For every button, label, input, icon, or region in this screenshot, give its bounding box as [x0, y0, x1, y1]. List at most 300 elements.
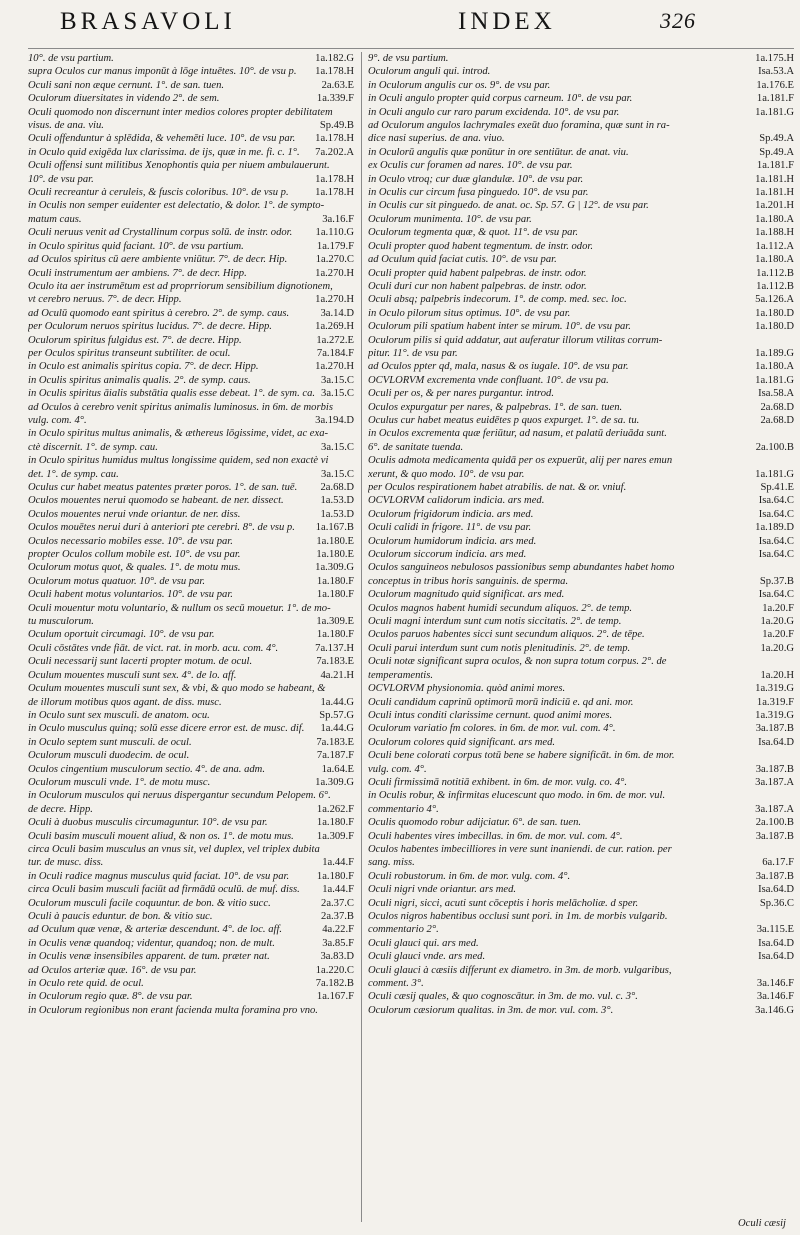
index-entry [28, 923, 354, 936]
index-entry [28, 106, 354, 119]
entry-reference: Isa.64.D [758, 951, 794, 963]
entry-reference: 7a.183.E [316, 736, 354, 748]
index-entry [28, 280, 354, 293]
entry-reference: 3a.187.B [755, 870, 794, 882]
entry-reference: 1a.181.G [755, 468, 794, 480]
entry-text: Oculi duri cur non habent palpebras. de instr. odor. [368, 280, 587, 292]
entry-text: Oculos nigros habentibus occlusi sunt pori. in 1m. de morbis vulgarib. [368, 911, 668, 922]
entry-reference: 1a.53.D [320, 495, 354, 507]
index-entry [368, 199, 794, 212]
entry-reference: 3a.146.G [755, 1004, 794, 1016]
entry-text: Oculi robustorum. in 6m. de mor. vulg. com. 4°. [368, 870, 571, 882]
entry-text: Oculorum tegmenta quæ, & quot. 11°. de vsu par. [368, 227, 579, 239]
entry-reference: 1a.180.F [316, 575, 354, 587]
entry-text: Oculorum spiritus fulgidus est. 7°. de decre. Hipp. [28, 334, 242, 346]
entry-reference: 1a.180.F [316, 817, 354, 829]
entry-reference: 3a.83.D [320, 951, 354, 963]
index-entry [368, 186, 794, 199]
entry-reference: 3a.15.C [321, 374, 354, 386]
entry-text: Oculi glauci à cæsiis differunt ex diametro. in 3m. de morb. vulgaribus, [368, 964, 672, 976]
entry-reference: Sp.49.A [759, 133, 794, 145]
entry-reference: 2a.100.B [755, 441, 794, 453]
entry-reference: 4a.21.H [320, 669, 354, 681]
index-entry [368, 401, 794, 414]
entry-text: in Oculis venæ quandoq; videntur, quandoq; non. de mult. [28, 937, 275, 949]
index-entry [368, 173, 794, 186]
entry-reference: 7a.187.F [316, 750, 354, 762]
entry-reference: 3a.14.D [320, 307, 354, 319]
entry-text: Oculorum magnitudo quid significat. ars med. [368, 589, 565, 601]
entry-reference: 1a.112.A [755, 240, 794, 252]
entry-reference: 3a.15.C [321, 388, 354, 400]
entry-reference: 1a.220.C [315, 964, 354, 976]
entry-text: Oculorum motus quatuor. 10°. de vsu par. [28, 575, 205, 587]
index-entry [28, 79, 354, 92]
index-entry [28, 736, 354, 749]
entry-text: Oculorum cæsiorum qualitas. in 3m. de mor. vul. com. 3°. [368, 1004, 614, 1016]
entry-reference: 1a.180.D [755, 307, 794, 319]
index-entry [28, 588, 354, 601]
index-entry [28, 763, 354, 776]
entry-text: Oculi sani non æque cernunt. 1°. de san. tuen. [28, 79, 225, 91]
entry-text: ex Oculis cur foramen ad nares. 10°. de vsu par. [368, 160, 573, 172]
index-entry [28, 669, 354, 682]
index-entry [368, 427, 794, 440]
entry-text: in Oculis spiritus animalis qualis. 2°. de symp. caus. [28, 374, 251, 386]
entry-reference: Isa.64.C [758, 508, 794, 520]
entry-reference: 7a.183.E [316, 656, 354, 668]
entry-text: per Oculos spiritus transeunt subtiliter. de ocul. [28, 347, 231, 359]
index-entry [368, 856, 794, 869]
entry-text: circa Oculi basim musculus an vnus sit, vel duplex, vel triplex dubita [28, 843, 320, 855]
index-entry [28, 682, 354, 695]
entry-reference: 1a.181.H [755, 187, 794, 199]
index-entry [368, 897, 794, 910]
entry-reference: 1a.189.G [755, 347, 794, 359]
entry-reference: 3a.115.E [756, 924, 794, 936]
entry-text: ad Oculum quæ venæ, & arteriæ descendunt. 4°. de loc. aff. [28, 924, 283, 936]
index-entry [368, 79, 794, 92]
index-entry [368, 65, 794, 78]
entry-text: Oculi nigri vnde oriantur. ars med. [368, 884, 517, 896]
entry-reference: 1a.181.F [756, 160, 794, 172]
entry-text: circa Oculi basim musculi faciūt ad firmādū oculū. de muf. diss. [28, 884, 300, 896]
index-entry [368, 763, 794, 776]
index-entry [368, 52, 794, 65]
index-entry [368, 830, 794, 843]
index-entry [368, 226, 794, 239]
entry-reference: 1a.44.F [322, 884, 354, 896]
entry-reference: 1a.309.G [315, 776, 354, 788]
index-entry [368, 870, 794, 883]
index-entry [28, 173, 354, 186]
entry-text: in Oculo sunt sex musculi. de anatom. ocu. [28, 709, 210, 721]
entry-text: Oculorum musculi facile coquuntur. de bon. & vitio succ. [28, 897, 271, 909]
entry-reference: 1a.309.E [316, 616, 354, 628]
entry-text: Oculorum diuersitates in videndo 2°. de sem. [28, 93, 220, 105]
index-entry [28, 628, 354, 641]
entry-text: in Oculorū angulis quæ ponūtur in ore sentiūtur. de anat. viu. [368, 146, 629, 158]
entry-reference: 1a.182.G [315, 53, 354, 64]
entry-text: commentario 2°. [368, 924, 439, 936]
index-entry [368, 132, 794, 145]
index-entry [28, 870, 354, 883]
entry-text: Oculi per os, & per nares purgantur. introd. [368, 388, 554, 400]
index-entry [368, 213, 794, 226]
entry-text: ad Oculū quomodo eant spiritus à cerebro. 2°. de symp. caus. [28, 307, 290, 319]
entry-text: vulg. com. 4°. [368, 763, 427, 775]
entry-text: det. 1°. de symp. cau. [28, 468, 119, 480]
index-entry [28, 307, 354, 320]
entry-reference: Isa.64.D [758, 884, 794, 896]
index-entry [28, 803, 354, 816]
index-entry [28, 521, 354, 534]
index-entry [28, 186, 354, 199]
entry-reference: 1a.272.E [316, 334, 354, 346]
index-entry [368, 454, 794, 467]
entry-text: Oculi propter quod habent tegmentum. de instr. odor. [368, 240, 594, 252]
entry-reference: 1a.20.G [760, 616, 794, 628]
index-entry [368, 816, 794, 829]
index-entry [28, 240, 354, 253]
index-entry [368, 937, 794, 950]
entry-reference: 1a.53.D [320, 508, 354, 520]
entry-reference: 6a.17.F [762, 857, 794, 869]
entry-reference: 1a.180.E [316, 549, 354, 561]
entry-reference: 1a.339.F [316, 93, 354, 105]
entry-text: Oculi à paucis eduntur. de bon. & vitio suc. [28, 911, 213, 922]
entry-reference: 3a.16.F [322, 213, 354, 225]
entry-text: Oculi magni interdum sunt cum notis siccitatis. 2°. de temp. [368, 616, 622, 628]
entry-text: in Oculis non semper euidenter est delectatio, & dolor. 1°. de sympto- [28, 200, 325, 212]
entry-text: Oculos habentes imbecilliores in vere sunt inaniendi. de cur. ration. per [368, 843, 672, 855]
entry-reference: 1a.181.G [755, 374, 794, 386]
entry-reference: 1a.319.G [755, 709, 794, 721]
index-entry [368, 588, 794, 601]
index-entry [28, 52, 354, 65]
entry-text: per Oculos respirationem habet atrabilis. de nat. & or. vniuf. [368, 482, 627, 493]
entry-reference: 3a.85.F [322, 937, 354, 949]
entry-reference: 2a.100.B [755, 817, 794, 829]
entry-reference: Isa.64.C [758, 535, 794, 547]
entry-text: in Oculo musculus quinq; solū esse dicere error est. de musc. dif. [28, 723, 305, 735]
entry-text: in Oculo est animalis spiritus copia. 7°. de decr. Hipp. [28, 361, 259, 373]
entry-text: Oculi basim musculi mouent aliud, & non os. 1°. de motu mus. [28, 830, 294, 842]
entry-reference: 1a.189.D [755, 522, 794, 534]
entry-text: Oculi cōstātes vnde fiāt. de vict. rat. in morb. acu. com. 4°. [28, 642, 279, 654]
entry-reference: 1a.112.B [756, 280, 794, 292]
index-entry [28, 508, 354, 521]
entry-reference: 1a.20.F [762, 602, 794, 614]
entry-reference: 1a.178.H [315, 133, 354, 145]
index-entry [28, 494, 354, 507]
entry-text: Oculos mouentes nerui vnde oriantur. de ner. diss. [28, 508, 241, 520]
index-entry [28, 347, 354, 360]
entry-reference: 3a.194.D [315, 414, 354, 426]
index-entry [28, 374, 354, 387]
entry-reference: 1a.20.H [760, 669, 794, 681]
running-head-center: INDEX [458, 8, 556, 35]
index-entry [368, 387, 794, 400]
index-entry [28, 897, 354, 910]
entry-text: dice nasi superius. de ana. viuo. [368, 133, 505, 145]
index-entry [28, 1004, 354, 1017]
entry-reference: 3a.187.B [755, 830, 794, 842]
index-entry [368, 628, 794, 641]
entry-text: Oculi habentes vires imbecillas. in 6m. de mor. vul. com. 4°. [368, 830, 623, 842]
entry-reference: 1a.178.H [315, 187, 354, 199]
index-entry [28, 749, 354, 762]
index-entry [28, 977, 354, 990]
entry-reference: 1a.44.G [320, 696, 354, 708]
index-entry [368, 950, 794, 963]
entry-text: Oculis quomodo robur adijciatur. 6°. de san. tuen. [368, 817, 582, 829]
entry-text: ad Oculos arteriæ quæ. 16°. de vsu par. [28, 964, 197, 976]
entry-reference: 3a.187.A [755, 803, 794, 815]
entry-text: OCVLORVM excrementa vnde confluant. 10°. de vsu pa. [368, 374, 609, 386]
entry-reference: 1a.180.E [316, 535, 354, 547]
index-entry [368, 374, 794, 387]
entry-text: tur. de musc. diss. [28, 857, 104, 869]
entry-text: Oculorum munimenta. 10°. de vsu par. [368, 213, 532, 225]
entry-text: commentario 4°. [368, 803, 439, 815]
index-entry [28, 159, 354, 172]
entry-text: in Oculo septem sunt musculi. de ocul. [28, 736, 192, 748]
entry-reference: 7a.202.A [315, 146, 354, 158]
entry-reference: 4a.22.F [322, 924, 354, 936]
index-entry [28, 454, 354, 467]
index-entry [368, 253, 794, 266]
entry-text: Oculorum colores quid significant. ars med. [368, 736, 556, 748]
entry-text: in Oculos excrementa quæ feriūtur, ad nasum, et palatū deriuāda sunt. [368, 428, 667, 440]
entry-text: Oculi parui interdum sunt cum notis plenitudinis. 2°. de temp. [368, 642, 631, 654]
index-entry [28, 387, 354, 400]
entry-text: Oculorum musculi duodecim. de ocul. [28, 750, 190, 762]
entry-text: in Oculis venæ insensibiles apparent. de tum. præter nat. [28, 951, 270, 963]
index-entry [368, 548, 794, 561]
index-entry [28, 575, 354, 588]
entry-text: Oculus cur habet meatus euidētes p quos expurget. 1°. de sa. tu. [368, 414, 640, 426]
entry-reference: 1a.309.F [316, 830, 354, 842]
entry-text: ad Oculos ppter qd, mala, nasus & os iugale. 10°. de vsu par. [368, 361, 629, 373]
entry-reference: 1a.175.H [755, 53, 794, 64]
index-entry [28, 334, 354, 347]
entry-text: Oculum mouentes musculi sunt sex, & vbi, & quo modo se habeant, & [28, 683, 326, 695]
entry-text: OCVLORVM physionomia. quòd animi mores. [368, 683, 566, 695]
entry-text: 10°. de vsu par. [28, 173, 94, 185]
index-entry [28, 320, 354, 333]
entry-text: Oculi bene colorati corpus totū bene se habere significāt. in 6m. de mor. [368, 750, 675, 762]
entry-reference: Sp.37.B [759, 575, 794, 587]
entry-text: Oculos cingentium musculorum sectio. 4°. de ana. adm. [28, 763, 265, 775]
entry-text: pitur. 11°. de vsu par. [368, 347, 458, 359]
entry-text: in Oculo vtroq; cur duæ glandulæ. 10°. de vsu par. [368, 173, 584, 185]
index-entry [28, 146, 354, 159]
entry-text: de decre. Hipp. [28, 803, 93, 815]
index-entry [368, 360, 794, 373]
entry-reference: 1a.20.G [760, 642, 794, 654]
entry-reference: 1a.179.F [316, 240, 354, 252]
entry-text: Oculi calidi in frigore. 11°. de vsu par. [368, 522, 532, 534]
entry-reference: 2a.37.B [321, 911, 354, 922]
entry-text: in Oculorum angulis cur os. 9°. de vsu par. [368, 79, 551, 91]
entry-text: Oculi nigri, sicci, acuti sunt cōceptis i horis melācholiæ. d sper. [368, 897, 639, 909]
entry-reference: Isa.64.D [758, 736, 794, 748]
entry-text: comment. 3°. [368, 978, 424, 990]
index-entry [28, 267, 354, 280]
entry-reference: 1a.270.H [315, 267, 354, 279]
index-entry [368, 267, 794, 280]
index-entry [28, 226, 354, 239]
index-entry [28, 937, 354, 950]
index-entry [368, 843, 794, 856]
entry-text: Oculi quomodo non discernunt inter medios colores propter debilitatem [28, 106, 333, 118]
catchword: Oculi cæsij [738, 1218, 786, 1229]
entry-reference: 1a.176.E [756, 79, 794, 91]
index-entry [28, 830, 354, 843]
entry-text: Oculi recreantur à ceruleis, & fuscis coloribus. 10°. de vsu p. [28, 187, 289, 199]
index-entry [368, 414, 794, 427]
index-entry [28, 615, 354, 628]
index-entry [368, 307, 794, 320]
entry-reference: Sp.36.C [759, 897, 794, 909]
entry-text: Oculi instrumentum aer ambiens. 7°. de decr. Hipp. [28, 267, 247, 279]
entry-reference: 1a.178.H [315, 66, 354, 78]
entry-text: vt cerebro neruus. 7°. de decr. Hipp. [28, 294, 182, 306]
index-entry [368, 615, 794, 628]
index-entry [368, 736, 794, 749]
index-entry [368, 990, 794, 1003]
index-entry [368, 977, 794, 990]
entry-text: Oculorum motus quot, & quales. 1°. de motu mus. [28, 562, 241, 574]
index-entry [368, 92, 794, 105]
entry-reference: 1a.270.H [315, 361, 354, 373]
entry-reference: Isa.64.C [758, 495, 794, 507]
entry-text: matum caus. [28, 213, 82, 225]
index-entry [28, 253, 354, 266]
index-entry [368, 709, 794, 722]
entry-text: Oculus cur habet meatus patentes præter poros. 1°. de san. tuē. [28, 482, 298, 493]
entry-reference: 1a.180.A [755, 361, 794, 373]
entry-text: 6°. de sanitate tuenda. [368, 441, 464, 453]
entry-text: ad Oculos à cerebro venit spiritus animalis luminosus. in 6m. de morbis [28, 401, 333, 413]
entry-text: Oculi notæ significant supra oculos, & non supra totum corpus. 2°. de [368, 656, 667, 668]
index-entry [28, 561, 354, 574]
index-entry [368, 883, 794, 896]
entry-reference: 3a.146.F [756, 978, 794, 990]
index-entry [28, 816, 354, 829]
index-entry [28, 401, 354, 414]
index-entry [368, 575, 794, 588]
index-entry [368, 334, 794, 347]
entry-reference: 1a.319.F [756, 696, 794, 708]
entry-reference: 1a.181.H [755, 173, 794, 185]
index-entry [28, 843, 354, 856]
entry-text: per Oculorum neruos spiritus lucidus. 7°. de decre. Hipp. [28, 321, 272, 333]
index-entry [28, 709, 354, 722]
entry-text: temperamentis. [368, 669, 434, 681]
entry-text: in Oculo quid exigēda lux clarissima. de ijs, quæ in me. fi. c. 1°. [28, 146, 300, 158]
entry-text: Oculi intus conditi clarissime cernunt. quod animi mores. [368, 709, 613, 721]
entry-reference: 7a.182.B [315, 978, 354, 990]
index-entry [28, 481, 354, 494]
index-entry [368, 146, 794, 159]
index-entry [368, 441, 794, 454]
index-entry [368, 655, 794, 668]
entry-reference: 1a.64.E [321, 763, 354, 775]
index-entry [28, 199, 354, 212]
index-entry [368, 561, 794, 574]
header-rule [28, 48, 794, 49]
entry-reference: 2a.68.D [760, 401, 794, 413]
index-entry [368, 119, 794, 132]
entry-text: Oculos sanguineos nebulosos passionibus semp abundantes habet homo [368, 562, 675, 574]
entry-text: ad Oculorum angulos lachrymales exeūt duo foramina, quæ sunt in ra- [368, 120, 670, 132]
entry-reference: 1a.270.H [315, 294, 354, 306]
index-entry [368, 481, 794, 494]
entry-text: in Oculorum musculos qui neruus dispergantur secundum Pelopem. 6°. [28, 790, 331, 802]
entry-reference: 1a.167.B [315, 522, 354, 534]
entry-text: Oculi mouentur motu voluntario, & nullum os secū mouetur. 1°. de mo- [28, 602, 331, 614]
index-entry [28, 427, 354, 440]
entry-text: Oculi glauci vnde. ars med. [368, 951, 486, 963]
entry-text: OCVLORVM calidorum indicia. ars med. [368, 495, 545, 507]
entry-text: Oculi absq; palpebris indecorum. 1°. de comp. med. sec. loc. [368, 294, 627, 306]
index-entry [28, 65, 354, 78]
index-entry [28, 696, 354, 709]
entry-reference: 1a.319.G [755, 683, 794, 695]
index-entry [28, 883, 354, 896]
index-entry [368, 749, 794, 762]
entry-reference: 3a.15.C [321, 468, 354, 480]
entry-text: in Oculo pilorum situs optimus. 10°. de vsu par. [368, 307, 571, 319]
entry-reference: 1a.20.F [762, 629, 794, 641]
entry-reference: 1a.167.F [316, 991, 354, 1003]
index-entry [368, 964, 794, 977]
entry-reference: Isa.58.A [758, 388, 794, 400]
page-number: 326 [660, 8, 696, 33]
entry-text: in Oculorum regionibus non erant facienda multa foramina pro vno. [28, 1004, 318, 1016]
index-entry [368, 280, 794, 293]
entry-reference: 2a.68.D [760, 414, 794, 426]
index-entry [368, 521, 794, 534]
right-column [368, 52, 794, 1220]
entry-text: Oculorum siccorum indicia. ars med. [368, 549, 527, 561]
index-entry [368, 803, 794, 816]
index-entry [28, 642, 354, 655]
index-entry [368, 535, 794, 548]
entry-reference: 3a.187.B [755, 723, 794, 735]
entry-text: Oculorum frigidorum indicia. ars med. [368, 508, 534, 520]
index-entry [368, 106, 794, 119]
index-entry [368, 159, 794, 172]
entry-reference: 1a.44.G [320, 723, 354, 735]
entry-text: Oculi candidum caprinū optimorū morū indiciū e. qd ani. mor. [368, 696, 634, 708]
entry-reference: 1a.180.A [755, 254, 794, 266]
entry-text: Oculum oportuit circumagi. 10°. de vsu par. [28, 629, 215, 641]
entry-reference: 1a.181.F [756, 93, 794, 105]
entry-reference: 7a.137.H [315, 642, 354, 654]
entry-text: in Oculorum regio quæ. 8°. de vsu par. [28, 991, 193, 1003]
entry-reference: 2a.63.E [321, 79, 354, 91]
entry-text: Oculi offenduntur à splēdida, & vehemēti luce. 10°. de vsu par. [28, 133, 296, 145]
entry-reference: 1a.270.C [315, 254, 354, 266]
entry-text: Oculos magnos habent humidi secundum aliquos. 2°. de temp. [368, 602, 633, 614]
entry-reference: Sp.49.B [319, 120, 354, 132]
index-entry [28, 414, 354, 427]
entry-reference: 1a.178.H [315, 173, 354, 185]
entry-text: Oculos paruos habentes sicci sunt secundum aliquos. 2°. de tēpe. [368, 629, 645, 641]
